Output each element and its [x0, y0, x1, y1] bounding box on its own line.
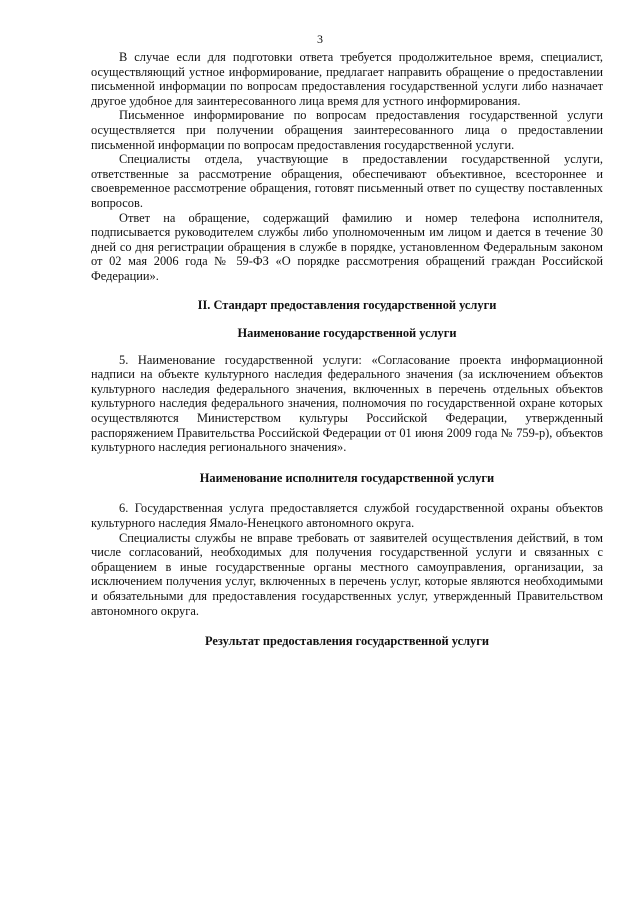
paragraph-5: 5. Наименование государственной услуги: «Согласование проекта информационной надписи на объекте культурного наследия федерального значения (за исключением объектов культурного наследия федерального значения, включенных в перечень отдельных объектов культурного наследия федерального значения, полномочия по государственной охране которых осуществляются Министерством культуры Российской Федерации, утвержденный распоряжением Правительства Российской Федерации от 01 июня 2009 года № 759-р), объектов культурного наследия регионального значения».: [91, 352, 603, 455]
subheading-executor: Наименование исполнителя государственной услуги: [199, 470, 495, 485]
paragraph-oral-informing: В случае если для подготовки ответа требуется продолжительное время, специалист, осуществляющий устное информирование, предлагает направить обращение о предоставлении письменной информации по вопросам предоставления государственной услуги либо назначает другое удобное для заинтересованного лица время для устного информирования.: [91, 50, 603, 108]
document-body: [91, 50, 603, 649]
paragraph-answer: Ответ на обращение, содержащий фамилию и номер телефона исполнителя, подписывается руководителем службы либо уполномоченным им лицом и дается в течение 30 дней со дня регистрации обращения в службе в порядке, установленном Федеральным законом от 02 мая 2006 года № 59-ФЗ «О порядке рассмотрения обращений граждан Российской Федерации».: [91, 210, 603, 283]
paragraph-specialists: Специалисты отдела, участвующие в предоставлении государственной услуги, ответственные за рассмотрение обращения, обеспечивают объективное, всестороннее и своевременное рассмотрение обращения, готовят письменный ответ по существу поставленных вопросов.: [91, 152, 603, 210]
paragraph-written-informing: Письменное информирование по вопросам предоставления государственной услуги осуществляется при получении обращения заинтересованного лица о предоставлении письменной информации по вопросам предоставления государственной услуги.: [91, 108, 603, 152]
paragraph-6: 6. Государственная услуга предоставляется службой государственной охраны объектов культурного наследия Ямало-Ненецкого автономного округа.: [91, 501, 603, 531]
paragraph-6-restrictions: Специалисты службы не вправе требовать от заявителей осуществления действий, в том числе согласований, необходимых для получения государственной услуги и связанных с обращением в иные государственные органы местного самоуправления, организации, за исключением получения услуг, включенных в перечень услуг, которые являются необходимыми и обязательными для предоставления государственных услуг, утвержденный Правительством автономного округа.: [91, 530, 603, 618]
page-number: 3: [317, 32, 323, 46]
section-heading: II. Стандарт предоставления государственной услуги: [197, 297, 497, 312]
subheading-result: Результат предоставления государственной услуги: [205, 634, 489, 649]
subheading-service-name: Наименование государственной услуги: [237, 326, 457, 341]
